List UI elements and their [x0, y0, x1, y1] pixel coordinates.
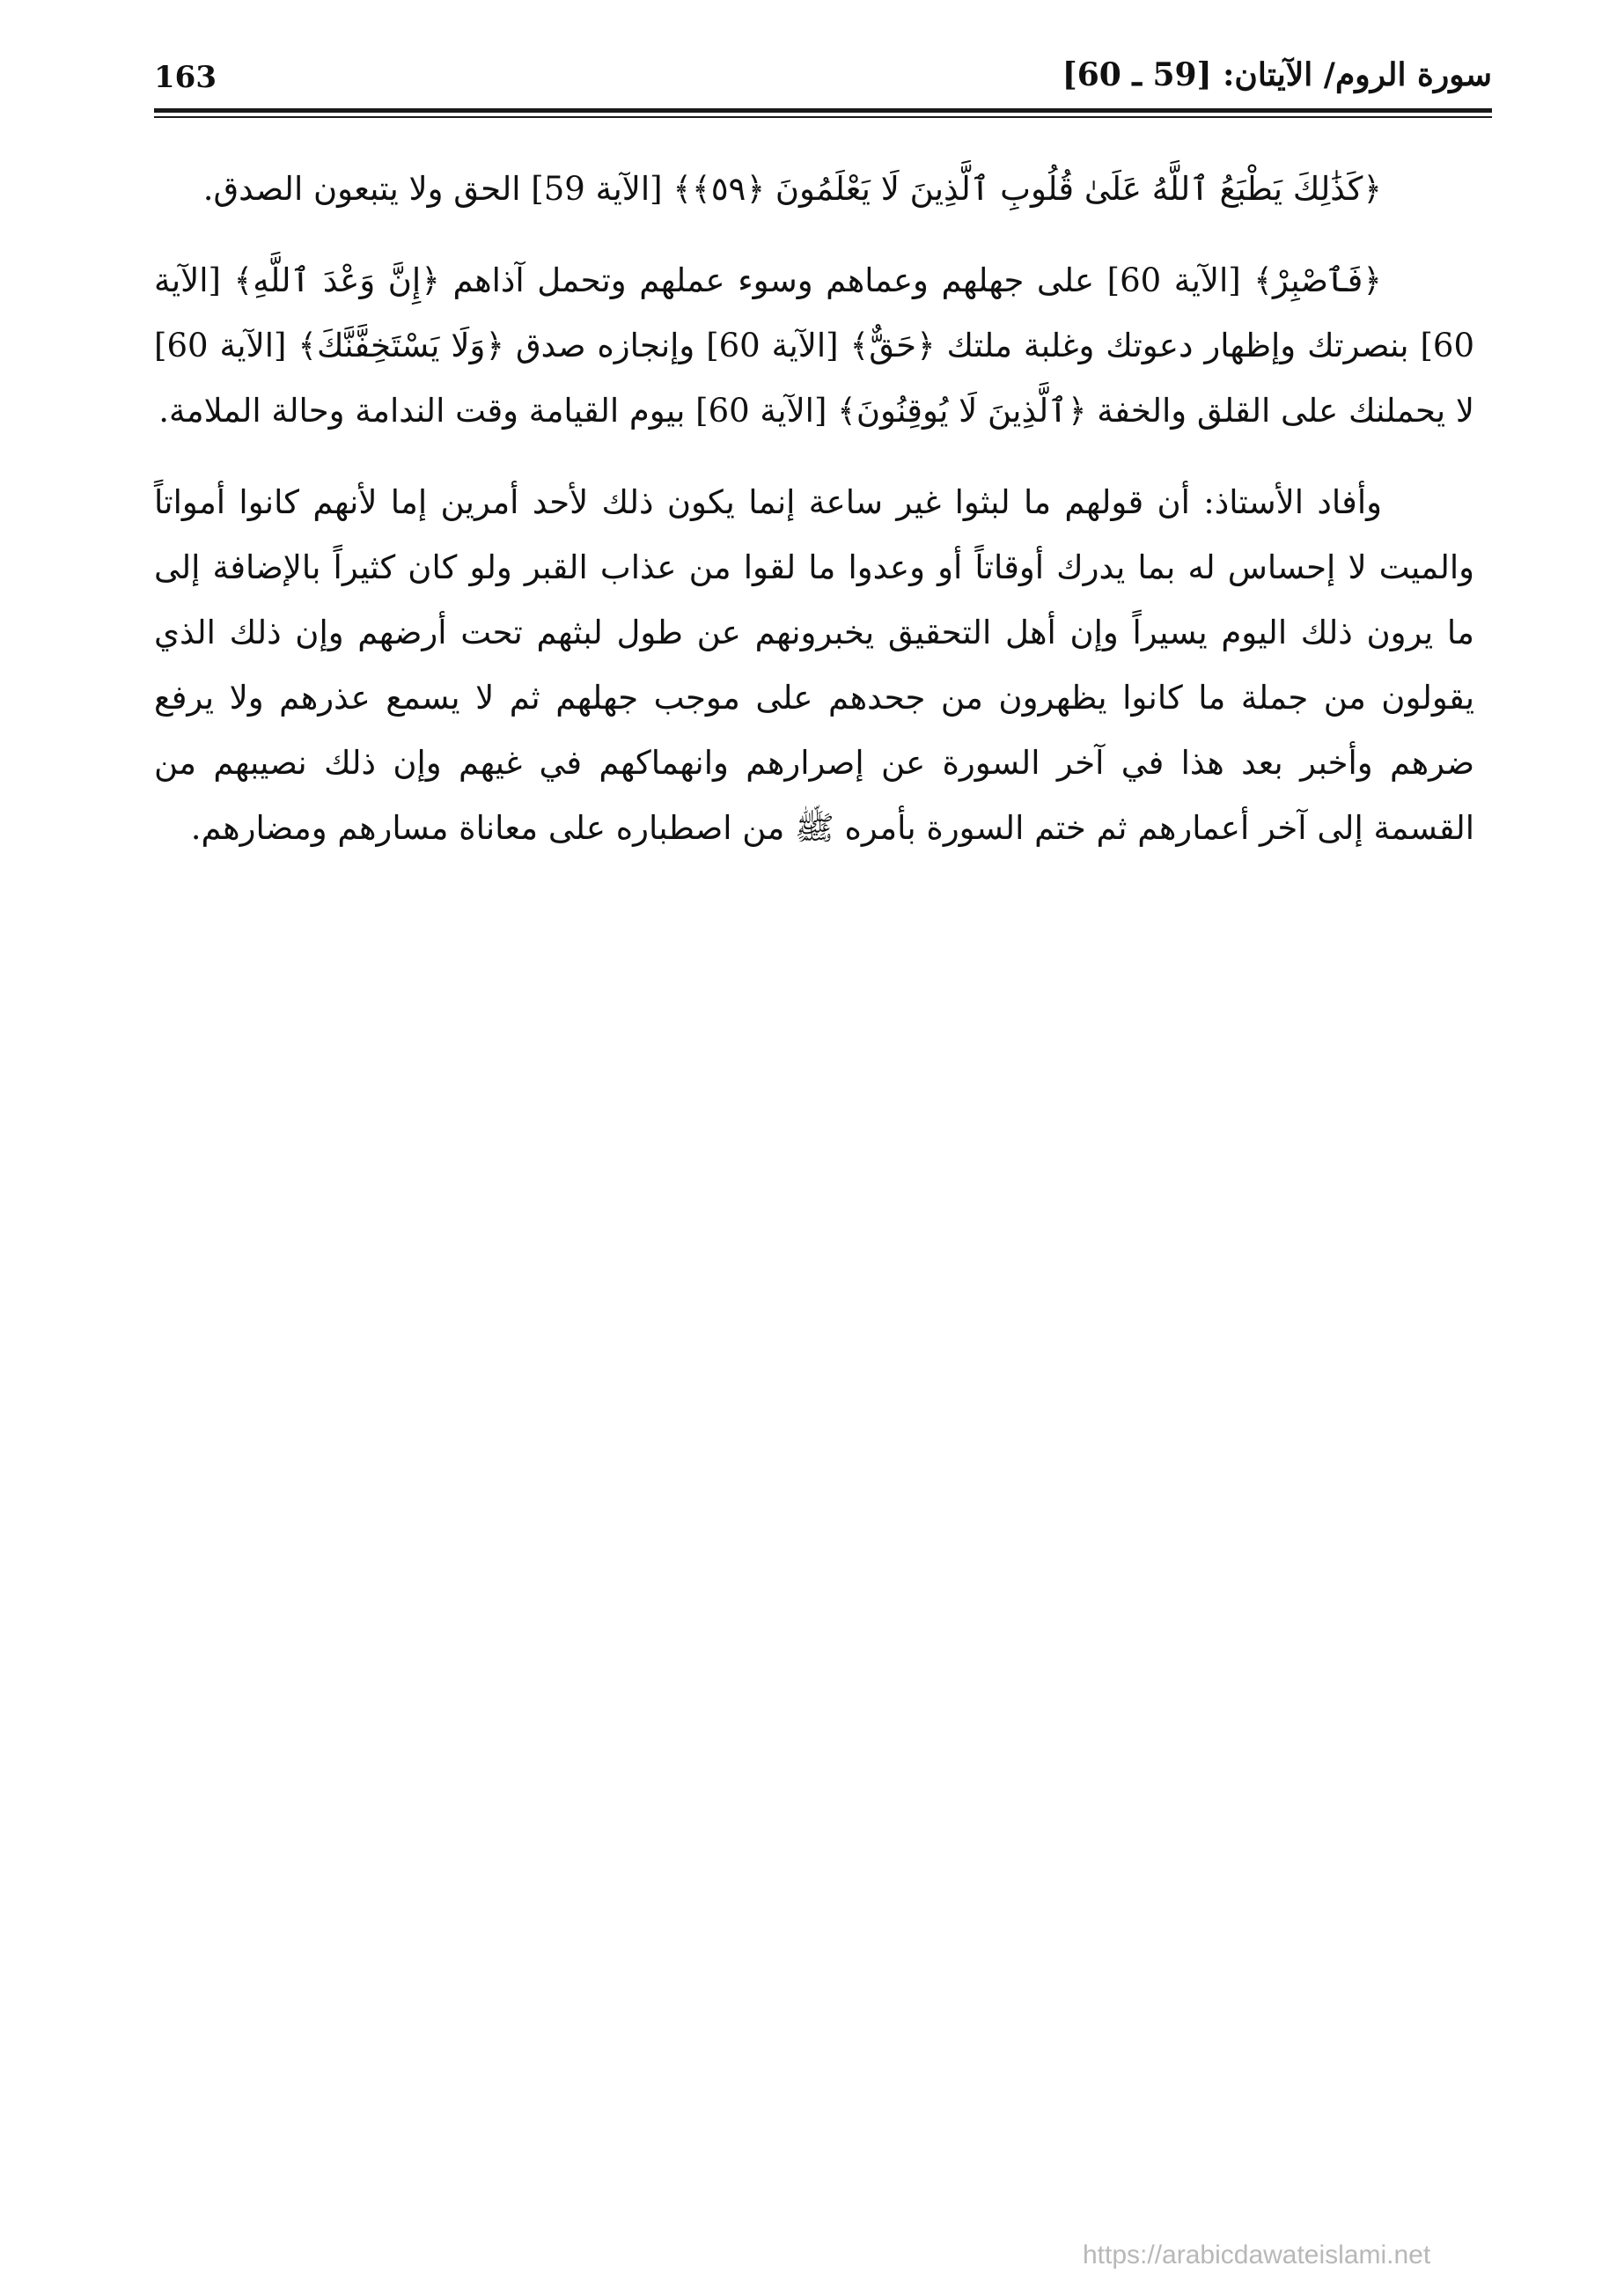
- watermark: https://arabicdawateislami.net: [1083, 2240, 1431, 2270]
- paragraph-3: وأفاد الأستاذ: أن قولهم ما لبثوا غير ساعة إنما يكون ذلك لأحد أمرين إما لأنهم كانوا أمواتاً والميت لا إحساس له بما يدرك أوقاتاً أو وعدوا ما لقوا من عذاب القبر ولو كان كثيراً بالإضافة إلى ما يرون ذلك اليوم يسيراً وإن أهل التحقيق يخبرونهم عن طول لبثهم تحت أرضهم وإن ذلك الذي يقولون من جملة ما كانوا يظهرون من جحدهم على موجب جهلهم ثم لا يسمع عذرهم ولا يرفع ضرهم وأخبر بعد هذا في آخر السورة عن إصرارهم وانهماكهم في غيهم وإن ذلك نصيبهم من القسمة إلى آخر أعمارهم ثم ختم السورة بأمره ﷺ من اصطباره على معاناة مسارهم ومضارهم.: [154, 483, 1474, 847]
- paragraph-1: ﴿كَذَٰلِكَ يَطْبَعُ ٱللَّهُ عَلَىٰ قُلُوبِ ٱلَّذِينَ لَا يَعْلَمُونَ ﴿٥٩﴾﴾ [الآية 59] الحق ولا يتبعون الصدق.: [202, 170, 1382, 208]
- running-title: سورة الروم/ الآيتان: [59 ـ 60]: [1062, 56, 1492, 93]
- header-rule-thick: [154, 108, 1492, 113]
- page-header: [154, 53, 1492, 106]
- header-rule-thin: [154, 116, 1492, 118]
- page-number: 163: [154, 60, 217, 95]
- body-text: [154, 157, 1474, 887]
- paragraph-2: ﴿فَٱصْبِرْ﴾ [الآية 60] على جهلهم وعماهم وسوء عملهم وتحمل آذاهم ﴿إِنَّ وَعْدَ ٱللَّهِ﴾ [الآية 60] بنصرتك وإظهار دعوتك وغلبة ملتك ﴿حَقٌّ﴾ [الآية 60] وإنجازه صدق ﴿وَلَا يَسْتَخِفَّنَّكَ﴾ [الآية 60] لا يحملنك على القلق والخفة ﴿ٱلَّذِينَ لَا يُوقِنُونَ﴾ [الآية 60] بيوم القيامة وقت الندامة وحالة الملامة.: [154, 261, 1474, 430]
